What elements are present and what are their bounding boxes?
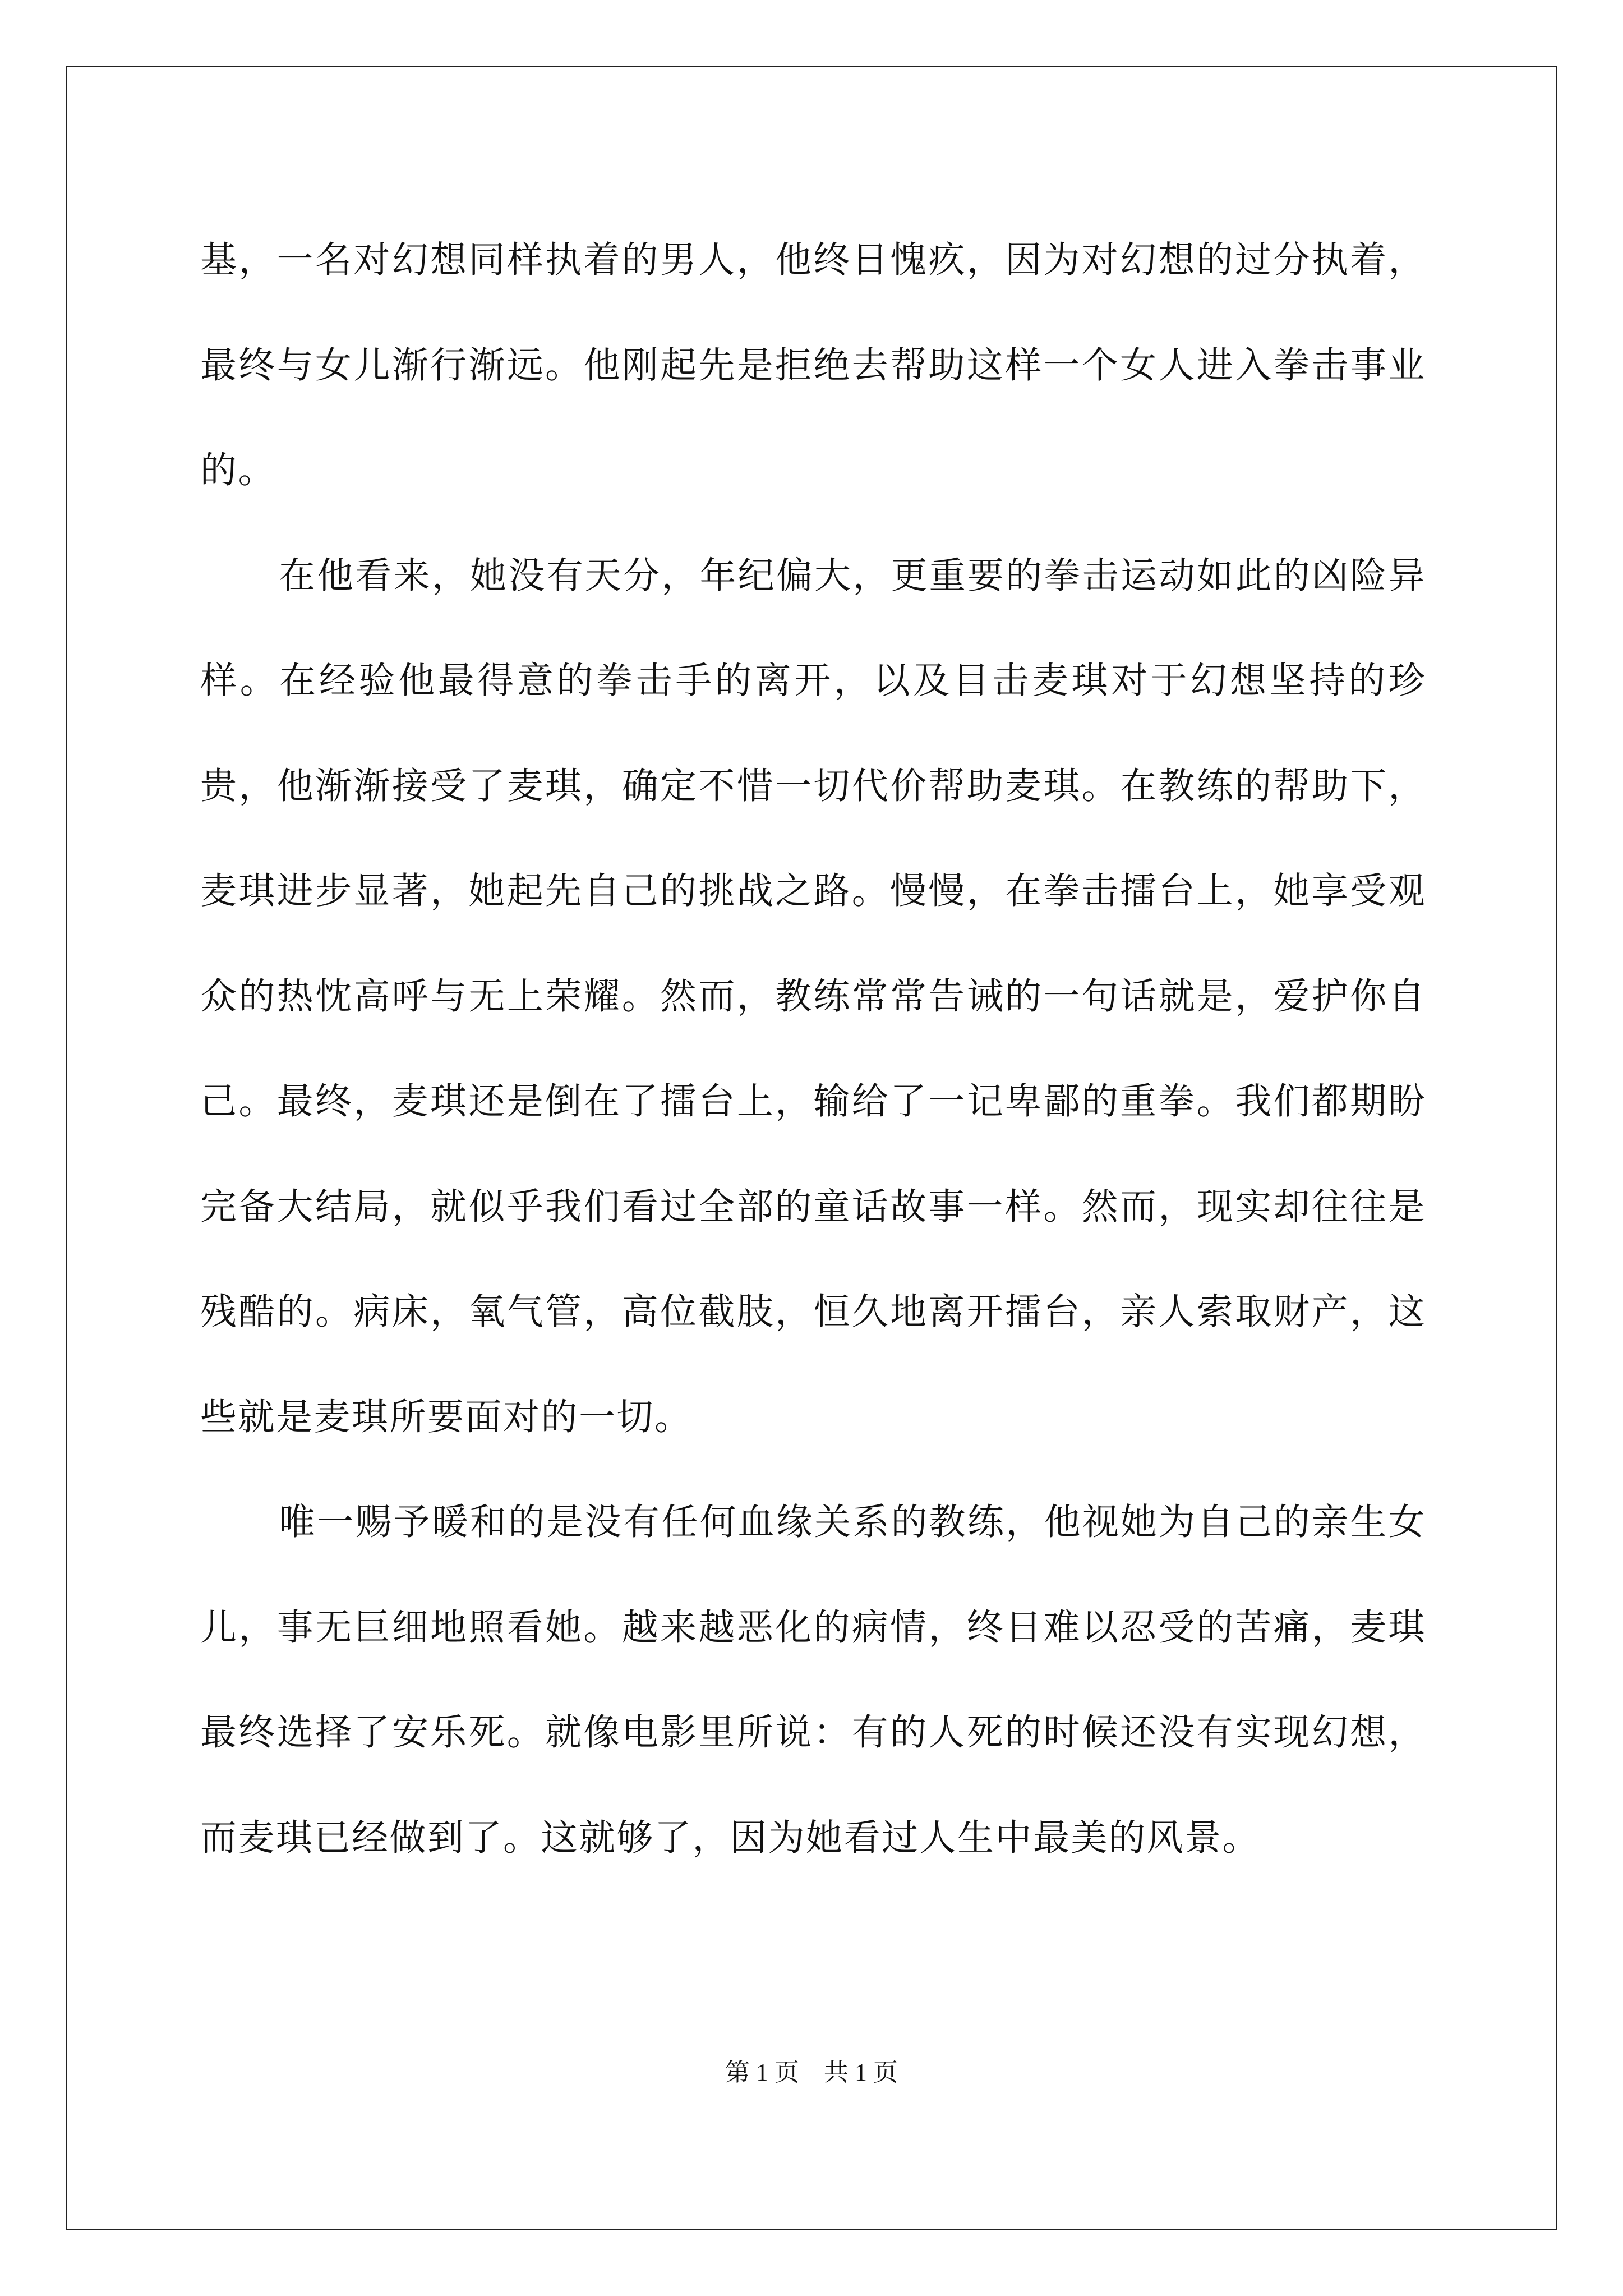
paragraph-1: 基，一名对幻想同样执着的男人，他终日愧疚，因为对幻想的过分执着，最终与女儿渐行渐远。他刚起先是拒绝去帮助这样一个女人进入拳击事业的。 (200, 239, 1426, 491)
paragraph-2: 在他看来，她没有天分，年纪偏大，更重要的拳击运动如此的凶险异样。在经验他最得意的拳击手的离开，以及目击麦琪对于幻想坚持的珍贵，他渐渐接受了麦琪，确定不惜一切代价帮助麦琪。在教练的帮助下，麦琪进步显著，她起先自己的挑战之路。慢慢，在拳击擂台上，她享受观众的热忱高呼与无上荣耀。然而，教练常常告诫的一句话就是，爱护你自己。最终，麦琪还是倒在了擂台上，输给了一记卑鄙的重拳。我们都期盼完备大结局，就似乎我们看过全部的童话故事一样。然而，现实却往往是残酷的。病床，氧气管，高位截肢，恒久地离开擂台，亲人索取财产，这些就是麦琪所要面对的一切。 (200, 554, 1426, 1438)
page-number-footer: 第 1 页 共 1 页 (725, 2059, 898, 2086)
paragraph-3: 唯一赐予暖和的是没有任何血缘关系的教练，他视她为自己的亲生女儿，事无巨细地照看她。越来越恶化的病情，终日难以忍受的苦痛，麦琪最终选择了安乐死。就像电影里所说：有的人死的时候还没有实现幻想，而麦琪已经做到了。这就够了，因为她看过人生中最美的风景。 (200, 1501, 1426, 1859)
document-body (200, 208, 1426, 1890)
